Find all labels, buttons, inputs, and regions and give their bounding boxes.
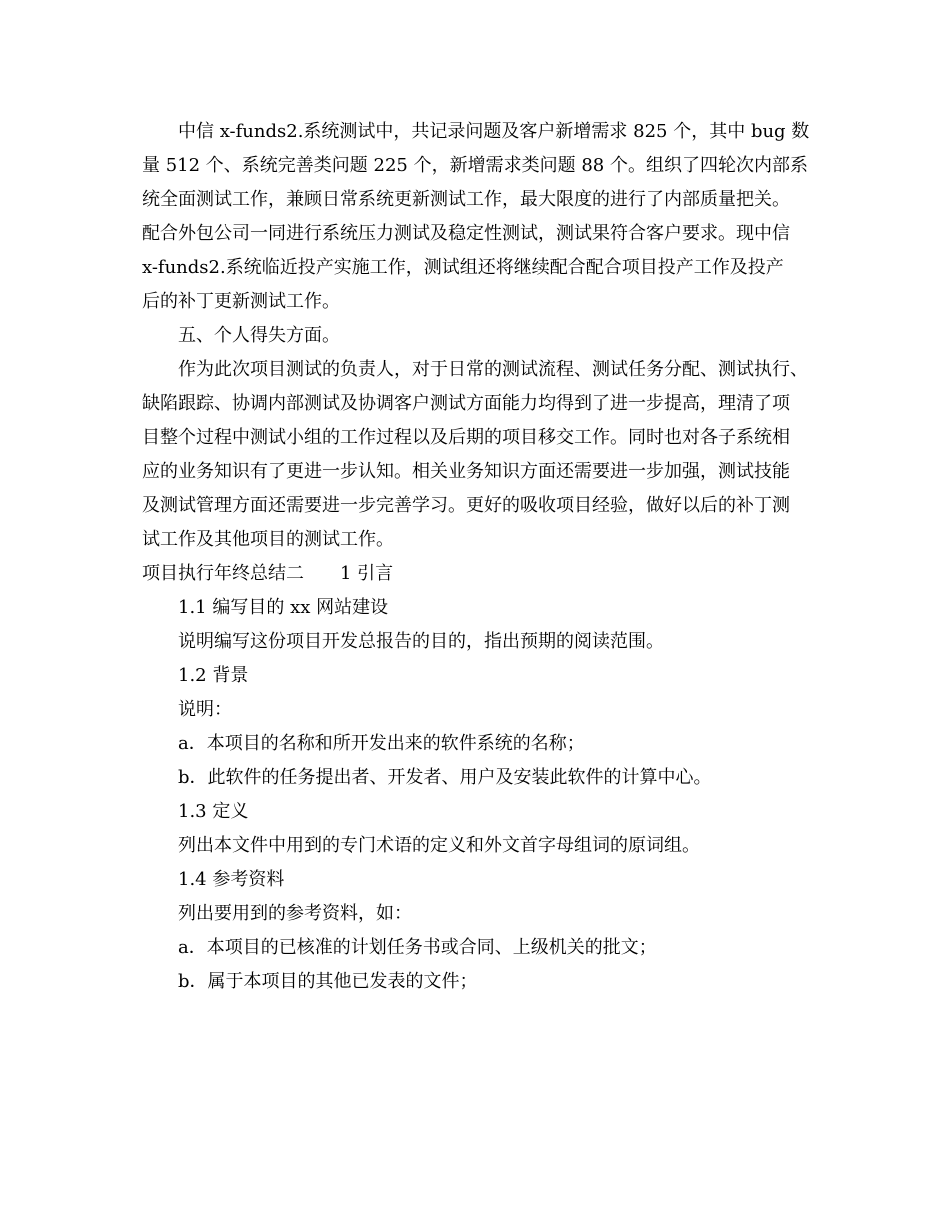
paragraph-line: 说明编写这份项目开发总报告的目的，指出预期的阅读范围。 bbox=[178, 631, 664, 652]
section-heading: 1.1 编写目的 xx 网站建设 bbox=[178, 597, 389, 618]
paragraph-line: 应的业务知识有了更进一步认知。相关业务知识方面还需要进一步加强，测试技能 bbox=[142, 461, 790, 482]
paragraph-line: 及测试管理方面还需要进一步完善学习。更好的吸收项目经验，做好以后的补丁测 bbox=[142, 495, 790, 516]
paragraph-line: 统全面测试工作，兼顾日常系统更新测试工作，最大限度的进行了内部质量把关。 bbox=[142, 189, 790, 210]
paragraph-line: x-funds2.系统临近投产实施工作，测试组还将继续配合配合项目投产工作及投产 bbox=[142, 257, 784, 278]
list-item: a．本项目的名称和所开发出来的软件系统的名称； bbox=[178, 733, 585, 754]
document-title: 项目执行年终总结二 1 引言 bbox=[142, 563, 394, 584]
paragraph-line: 列出要用到的参考资料，如： bbox=[178, 903, 412, 924]
paragraph-line: 作为此次项目测试的负责人，对于日常的测试流程、测试任务分配、测试执行、 bbox=[178, 359, 808, 380]
paragraph-line: 量 512 个、系统完善类问题 225 个，新增需求类问题 88 个。组织了四轮次内部系 bbox=[142, 155, 808, 176]
section-heading: 1.3 定义 bbox=[178, 801, 249, 822]
paragraph-line: 中信 x-funds2.系统测试中，共记录问题及客户新增需求 825 个，其中 bug 数 bbox=[178, 121, 810, 142]
paragraph-line: 说明： bbox=[178, 699, 232, 720]
paragraph-line: 配合外包公司一同进行系统压力测试及稳定性测试，测试果符合客户要求。现中信 bbox=[142, 223, 790, 244]
paragraph-line: 列出本文件中用到的专门术语的定义和外文首字母组词的原词组。 bbox=[178, 835, 700, 856]
list-item: b．此软件的任务提出者、开发者、用户及安装此软件的计算中心。 bbox=[178, 767, 712, 788]
section-heading: 1.2 背景 bbox=[178, 665, 249, 686]
list-item: b．属于本项目的其他已发表的文件； bbox=[178, 971, 478, 992]
section-heading: 1.4 参考资料 bbox=[178, 869, 285, 890]
section-heading: 五、个人得失方面。 bbox=[178, 325, 340, 346]
paragraph-line: 目整个过程中测试小组的工作过程以及后期的项目移交工作。同时也对各子系统相 bbox=[142, 427, 790, 448]
paragraph-line: 缺陷跟踪、协调内部测试及协调客户测试方面能力均得到了进一步提高，理清了项 bbox=[142, 393, 790, 414]
paragraph-line: 后的补丁更新测试工作。 bbox=[142, 291, 340, 312]
paragraph-line: 试工作及其他项目的测试工作。 bbox=[142, 529, 394, 550]
list-item: a．本项目的已核准的计划任务书或合同、上级机关的批文； bbox=[178, 937, 657, 958]
